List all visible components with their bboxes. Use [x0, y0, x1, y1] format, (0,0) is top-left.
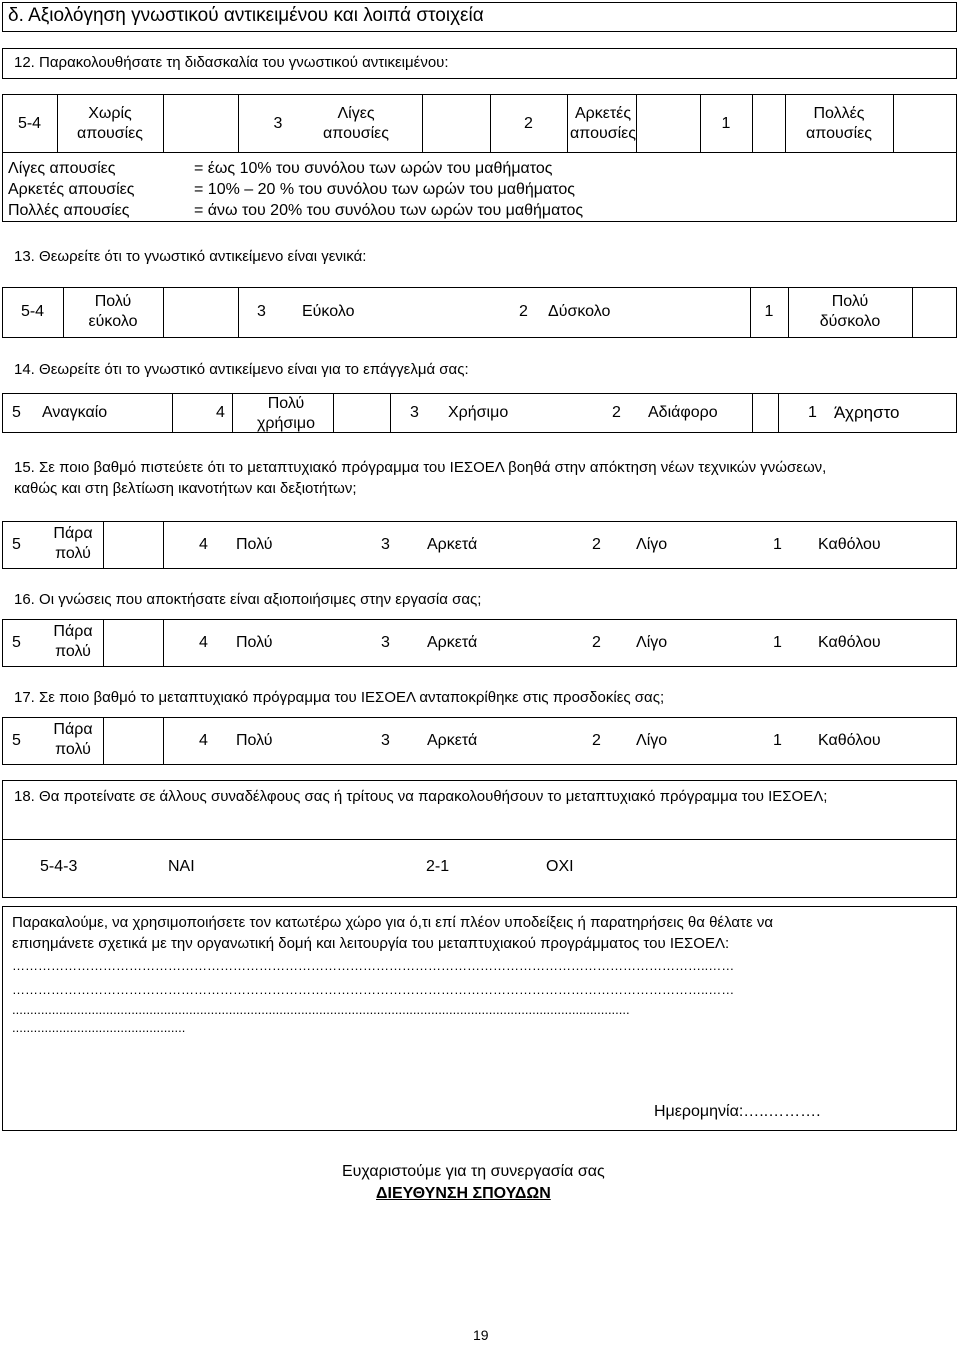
q12-cell-divider [752, 94, 753, 152]
q13-number: 13. [14, 248, 35, 265]
q12-score: 2 [524, 115, 533, 132]
q13-cell-divider [163, 287, 164, 338]
q12-options-divider [2, 152, 957, 153]
q14-cell-divider [172, 393, 173, 433]
q17-option-label: Πολύ [236, 732, 273, 749]
comments-prompt: Παρακαλούμε, να χρησιμοποιήσετε τον κατωτέρω χώρο για ό,τι επί πλέον υποδείξεις ή παρατηρήσεις θα θέλατε να επισημάνετε σχετικά με την οργανωτική δομή και λειτουργία του μεταπτυχιακού προγράμματος του ΙΕΣΟΕΛ: [12, 914, 774, 952]
q12-cell-divider [422, 94, 423, 152]
q13-option-label: Πολύ δύσκολο [819, 293, 881, 330]
q15-text: καθώς και στη βελτίωση ικανοτήτων και δεξιοτήτων; [14, 480, 357, 497]
q17-score: 2 [592, 732, 601, 749]
q13-cell-divider [912, 287, 913, 338]
q15-cell-divider [163, 521, 164, 569]
q18-score: 5-4-3 [40, 858, 78, 875]
q13-option-label: Πολύ εύκολο [88, 293, 138, 330]
q12-option-label: Χωρίς απουσίες [77, 105, 143, 142]
q16-score: 2 [592, 634, 601, 651]
q16-text: Οι γνώσεις που αποκτήσατε είναι αξιοποιήσιμες στην εργασία σας; [39, 591, 482, 608]
q17-option-label: Λίγο [636, 732, 668, 749]
q18-score: 2-1 [426, 858, 450, 875]
q14-option-label: Πολύ χρήσιμο [257, 395, 315, 432]
q13-question [14, 247, 366, 267]
q18-divider [2, 839, 957, 840]
q12-option-label: Πολλές απουσίες [806, 105, 872, 142]
q14-option-label: Αδιάφορο [648, 404, 718, 421]
q15-text: Σε ποιο βαθμό πιστεύετε ότι το μεταπτυχιακό πρόγραμμα του ΙΕΣΟΕΛ βοηθά στην απόκτηση νέων τεχνικών γνώσεων, [39, 459, 827, 476]
q14-score: 5 [12, 404, 21, 421]
q14-question [14, 360, 469, 380]
q15-score: 2 [592, 536, 601, 553]
q17-score: 4 [199, 732, 208, 749]
q12-number: 12. [14, 54, 35, 71]
q14-option-label: Χρήσιμο [448, 404, 509, 421]
q18-number: 18. [14, 788, 35, 805]
q12-option-label: Λίγες απουσίες [323, 105, 389, 142]
q18-text: Θα προτείνατε σε άλλους συναδέλφους σας ή τρίτους να παρακολουθήσουν το μεταπτυχιακό πρόγραμμα του ΙΕΣΟΕΛ; [39, 788, 828, 805]
q18-option-label: ΟΧΙ [546, 858, 574, 875]
q16-option-label: Λίγο [636, 634, 668, 651]
q16-options-box [2, 619, 957, 667]
q16-option-label: Καθόλου [818, 634, 881, 651]
q14-text: Θεωρείτε ότι το γνωστικό αντικείμενο είναι για το επάγγελμά σας: [39, 361, 469, 378]
q12-legend-term: Πολλές απουσίες [8, 202, 130, 219]
q12-legend-term: Λίγες απουσίες [8, 160, 116, 177]
q12-legend-definition: = 10% – 20 % του συνόλου των ωρών του μαθήματος [194, 181, 575, 198]
q14-number: 14. [14, 361, 35, 378]
q14-score: 3 [410, 404, 419, 421]
q14-cell-divider [232, 393, 233, 433]
closing-signature: ΔΙΕΥΘΥΝΣΗ ΣΠΟΥΔΩΝ [376, 1185, 551, 1202]
q14-cell-divider [333, 393, 334, 433]
q12-legend-term: Αρκετές απουσίες [8, 181, 135, 198]
q17-number: 17. [14, 689, 35, 706]
q12-question [14, 53, 449, 73]
q17-options-box [2, 717, 957, 765]
q12-option-label: Αρκετές απουσίες [570, 105, 636, 142]
q16-score: 4 [199, 634, 208, 651]
q14-score: 1 [808, 404, 817, 421]
q16-score: 5 [12, 634, 21, 651]
q16-score: 3 [381, 634, 390, 651]
comment-line[interactable]: ........................................................................................................................................................................... [12, 1002, 630, 1017]
q16-option-label: Πολύ [236, 634, 273, 651]
q12-score: 3 [273, 115, 283, 132]
q17-question [14, 688, 664, 708]
q12-cell-divider [893, 94, 894, 152]
q15-option-label: Πάρα πολύ [53, 525, 93, 562]
q18-option-label: ΝΑΙ [168, 858, 195, 875]
q13-score: 1 [764, 303, 774, 320]
q13-score: 3 [257, 303, 266, 320]
q12-score: 1 [721, 115, 731, 132]
q12-score: 5-4 [17, 115, 42, 132]
comment-line[interactable]: ……………………………………………………………………………………………………………………………………………..…… [12, 982, 735, 997]
comment-line[interactable]: ................................................ [12, 1020, 186, 1035]
q15-score: 4 [199, 536, 208, 553]
q13-cell-divider [238, 287, 239, 338]
page-number: 19 [473, 1327, 489, 1343]
q14-option-label: Άχρηστο [834, 403, 900, 422]
q16-question [14, 590, 481, 610]
q13-text: Θεωρείτε ότι το γνωστικό αντικείμενο είναι γενικά: [39, 248, 367, 265]
q17-cell-divider [163, 717, 164, 765]
q12-cell-divider [163, 94, 164, 152]
q14-option-label: Αναγκαίο [42, 404, 108, 421]
q16-option-label: Πάρα πολύ [53, 623, 93, 660]
q18-question [14, 787, 827, 807]
q16-cell-divider [163, 619, 164, 667]
date-field[interactable]: Ημερομηνία:…..………. [654, 1103, 821, 1120]
q15-question [14, 457, 826, 499]
q15-option-label: Πολύ [236, 536, 273, 553]
q12-legend-definition: = άνω του 20% του συνόλου των ωρών του μαθήματος [194, 202, 584, 219]
q12-legend-definition: = έως 10% του συνόλου των ωρών του μαθήματος [194, 160, 553, 177]
closing-thanks: Ευχαριστούμε για τη συνεργασία σας [342, 1163, 605, 1180]
q13-option-label: Δύσκολο [548, 303, 611, 320]
q15-options-box [2, 521, 957, 569]
q16-option-label: Αρκετά [427, 634, 478, 651]
q15-score: 1 [773, 536, 782, 553]
q17-score: 5 [12, 732, 21, 749]
q15-number: 15. [14, 459, 35, 476]
section-title: δ. Αξιολόγηση γνωστικού αντικειμένου και λοιπά στοιχεία [8, 5, 484, 26]
q16-number: 16. [14, 591, 35, 608]
q14-cell-divider [752, 393, 753, 433]
comment-line[interactable]: ……………………………………………………………………………………………………………………………………………..…… [12, 958, 735, 973]
q14-score: 4 [216, 404, 225, 421]
q17-text: Σε ποιο βαθμό το μεταπτυχιακό πρόγραμμα του ΙΕΣΟΕΛ ανταποκρίθηκε στις προσδοκίες σας; [39, 689, 665, 706]
q17-option-label: Αρκετά [427, 732, 478, 749]
q17-option-label: Πάρα πολύ [53, 721, 93, 758]
q14-score: 2 [612, 404, 621, 421]
q13-option-label: Εύκολο [302, 303, 355, 320]
q14-cell-divider [778, 393, 779, 433]
q13-score: 2 [519, 303, 528, 320]
q16-score: 1 [773, 634, 782, 651]
q17-score: 1 [773, 732, 782, 749]
q15-option-label: Αρκετά [427, 536, 478, 553]
q15-score: 3 [381, 536, 390, 553]
q17-score: 3 [381, 732, 390, 749]
q15-option-label: Καθόλου [818, 536, 881, 553]
q15-score: 5 [12, 536, 21, 553]
q17-option-label: Καθόλου [818, 732, 881, 749]
q14-cell-divider [390, 393, 391, 433]
q15-option-label: Λίγο [636, 536, 668, 553]
q12-text: Παρακολουθήσατε τη διδασκαλία του γνωστικού αντικειμένου: [39, 54, 449, 71]
q13-score: 5-4 [20, 303, 45, 320]
